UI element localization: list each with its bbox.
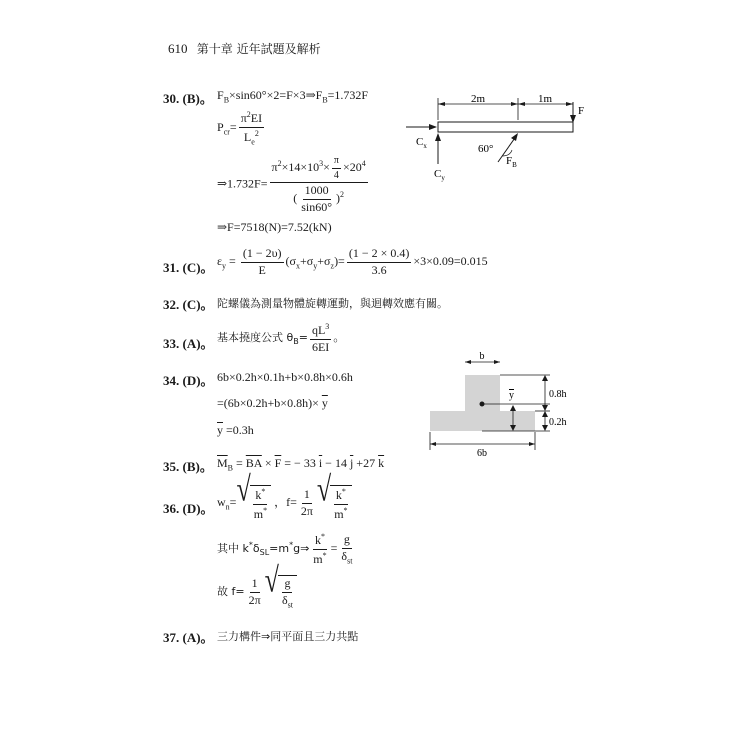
eq-den-fraction — [299, 184, 334, 215]
k-star: k* — [313, 532, 327, 550]
question-35-label — [163, 456, 213, 475]
sqrt-g-delta: √ $\frac{g}{\delta_{st}}$ — [265, 575, 297, 609]
two-pi: 2π — [300, 503, 313, 518]
q35-expression: $\overline{M}_B = \overline{BA} \times \overline{F}$ = − 33 $\overline{i} - 14$ $\overline{j} +27$ $\overline{k}$ — [217, 456, 385, 473]
question-number: 35. — [163, 459, 180, 474]
q33-den: 6EI — [311, 339, 330, 354]
answer-choice: (D) — [182, 373, 201, 388]
question-33-label — [163, 333, 214, 352]
answer-mark: 。 — [200, 336, 214, 351]
one: 1 — [302, 488, 312, 504]
m-star: m* — [253, 505, 268, 521]
page-number: 610 — [168, 41, 188, 56]
answer-mark: 。 — [200, 260, 214, 275]
paren-close: )$^2$ — [336, 190, 345, 206]
pcr-numerator: $\pi^2EI$ — [239, 110, 264, 128]
answer-mark: 。 — [200, 501, 214, 516]
question-number: 33. — [163, 336, 180, 351]
q36-line1 — [217, 469, 352, 522]
beam-figure — [400, 92, 600, 192]
question-number: 34. — [163, 373, 180, 388]
question-30-label — [163, 88, 213, 107]
question-number: 37. — [163, 630, 180, 645]
pi-over-4 — [332, 155, 341, 181]
question-34-label — [163, 370, 214, 389]
q33-formula — [217, 322, 345, 355]
answer-choice: (B) — [182, 91, 200, 106]
answer-choice: (A) — [182, 336, 201, 351]
q30-equation — [217, 155, 370, 215]
beam — [438, 122, 573, 132]
answer-mark: 。 — [199, 459, 213, 474]
t-section-figure — [425, 350, 575, 460]
sigma-sum: $(\sigma_x+\sigma_y+\sigma_z)=$ — [285, 254, 345, 271]
dim-1m: 1m — [537, 93, 553, 105]
equals: = — [330, 541, 338, 556]
frac1-num: (1 − 2υ) — [241, 247, 284, 263]
g: g — [282, 577, 292, 593]
question-31-label — [163, 257, 214, 276]
upper-height-label: 0.8h — [549, 389, 567, 400]
dim-2m: 2m — [470, 93, 486, 105]
line2-prefix: 其中 $k^*\delta_{SL}=m^*g\Rightarrow$ — [217, 540, 310, 558]
m-star: m* — [334, 505, 348, 521]
q30-result: ⇒F=7518(N)=7.52(kN) — [217, 220, 332, 234]
q36-line2 — [217, 532, 356, 567]
k-star: k* — [334, 487, 348, 505]
q33-fraction — [310, 322, 331, 355]
frac2-num: (1 − 2 × 0.4) — [347, 247, 412, 263]
sqrt-k-m-2: √ $\frac{k^*}{m^*}$ — [317, 485, 352, 522]
eq-den-den: sin60° — [301, 199, 333, 214]
eq-num-part: $\pi^2\times 14\times 10^3\times$ — [271, 158, 330, 174]
cx-label: $C_x$ — [416, 136, 427, 150]
answer-mark: 。 — [199, 91, 213, 106]
q37-text: 三力構件⇒同平面且三力共點 — [217, 630, 359, 643]
answer-mark: 。 — [200, 373, 214, 388]
four-den: 4 — [333, 169, 339, 181]
force-f-label: F — [578, 105, 585, 117]
ybar-label: y — [509, 390, 514, 401]
q36-line3 — [217, 560, 297, 610]
answer-mark: 。 — [200, 297, 214, 312]
question-37-label — [163, 627, 214, 646]
q31-equation — [217, 247, 488, 278]
answer-mark: 。 — [200, 630, 214, 645]
one-over-2pi — [299, 488, 315, 519]
g: g — [342, 533, 352, 549]
q31-frac2 — [347, 247, 412, 278]
answer-choice: (C) — [182, 260, 201, 275]
frac2-den: 3.6 — [371, 262, 387, 277]
one: 1 — [250, 577, 260, 593]
q31-tail: ×3×0.09=0.015 — [413, 254, 488, 269]
flange-rect — [430, 411, 535, 431]
chapter-title: 第十章 近年試題及解析 — [196, 42, 321, 56]
answer-choice: (C) — [182, 297, 201, 312]
q33-suffix: 。 — [333, 330, 346, 345]
answer-choice: (B) — [182, 459, 200, 474]
q34-line3: $\overline{y} =0.3h$ — [217, 423, 254, 437]
paren-open: ( — [293, 191, 298, 206]
pcr-fraction — [239, 110, 264, 146]
line3-prefix: 故 f= — [217, 584, 245, 598]
q33-prefix: 基本撓度公式 $\theta_B=$ — [217, 331, 308, 347]
answer-choice: (D) — [182, 501, 201, 516]
delta-st: $\delta_{st}$ — [281, 592, 293, 610]
q34-line1: 6b×0.2h×0.1h+b×0.8h×0.6h — [217, 370, 353, 384]
eq-lhs: ⇒1.732F= — [217, 176, 268, 191]
q32-text: 陀螺儀為測量物體旋轉運動，與迴轉效應有關。 — [217, 297, 448, 310]
pcr-denominator: $L_e^2$ — [243, 128, 259, 147]
frac1-den: E — [258, 262, 266, 277]
pcr-lhs: $P_{cr}=$ — [217, 119, 237, 137]
sep: ，f= — [274, 495, 297, 510]
top-width-label: b — [479, 351, 485, 362]
q30-line1: $F_B\times\sin 60^\circ\times 2=F\times 3\Rightarrow F_B=1.732F$ — [217, 88, 369, 105]
eq-num-tail: $\times 20^4$ — [342, 158, 366, 174]
lower-height-label: 0.2h — [549, 417, 567, 428]
two-pi: 2π — [248, 592, 261, 607]
eq-numerator — [270, 155, 368, 183]
question-36-label — [163, 498, 214, 517]
question-number: 30. — [163, 91, 180, 106]
page-header — [168, 40, 321, 57]
q30-pcr — [217, 110, 266, 146]
answer-choice: (A) — [182, 630, 201, 645]
fb-label: $F_B$ — [506, 155, 517, 169]
angle-label: 60° — [478, 143, 494, 155]
pi-num: π — [332, 155, 341, 169]
question-number: 36. — [163, 501, 180, 516]
cy-label: $C_y$ — [434, 168, 445, 182]
q33-num: $qL^3$ — [310, 322, 331, 340]
q34-line2: $=(6b\times 0.2h+b\times 0.8h)\times \overline{y}$ — [217, 396, 328, 410]
sqrt-k-m-1: √ $\frac{k^*}{m^*}$ — [236, 485, 271, 522]
question-number: 31. — [163, 260, 180, 275]
question-number: 32. — [163, 297, 180, 312]
bottom-width-label: 6b — [477, 448, 487, 459]
m-star: m* — [313, 550, 327, 566]
epsilon-lhs: $\varepsilon_y$ = — [217, 254, 236, 271]
question-32-label — [163, 294, 214, 313]
eq-fraction — [270, 155, 368, 215]
q31-frac1 — [241, 247, 284, 278]
k-star: k* — [253, 487, 267, 505]
delta-st: $\delta_{st}$ — [341, 548, 353, 566]
wn-lhs: $w_n=$ — [217, 495, 237, 512]
eq-den-num: 1000 — [303, 184, 331, 200]
eq-denominator — [291, 183, 346, 215]
